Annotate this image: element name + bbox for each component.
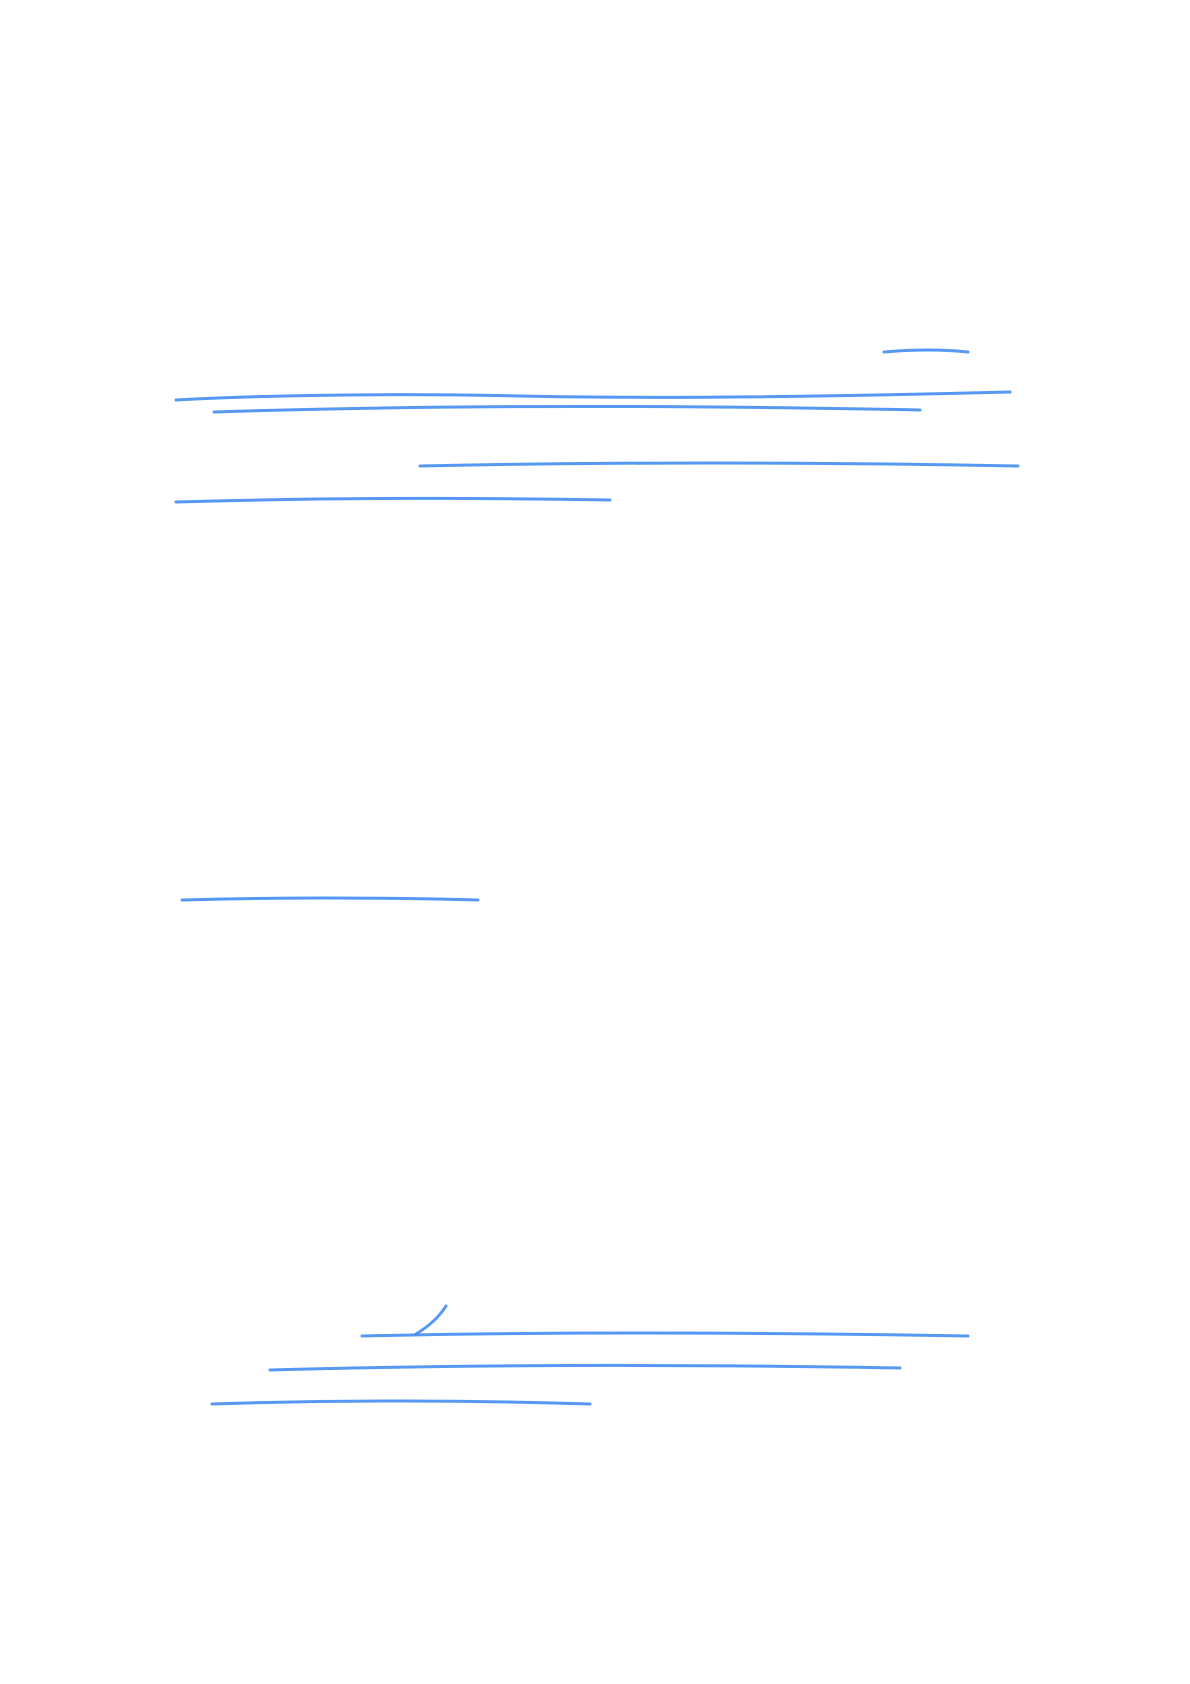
annotation-underline <box>176 498 610 502</box>
annotation-underline <box>214 406 920 412</box>
paragraph-4 <box>172 304 1020 338</box>
annotation-underline <box>182 898 478 900</box>
page-number <box>0 1592 1190 1616</box>
paragraph-3 <box>172 262 1020 296</box>
annotation-underline <box>212 1401 590 1404</box>
annotation-underline <box>884 350 968 352</box>
body-text <box>172 178 1020 346</box>
annotation-underline <box>416 1306 446 1334</box>
paragraph-2 <box>172 220 1020 254</box>
annotation-underline <box>270 1365 900 1370</box>
annotation-underline <box>176 392 1010 400</box>
annotation-underline <box>362 1333 968 1336</box>
paragraph-1 <box>172 178 1020 212</box>
annotation-underline <box>420 463 1018 466</box>
